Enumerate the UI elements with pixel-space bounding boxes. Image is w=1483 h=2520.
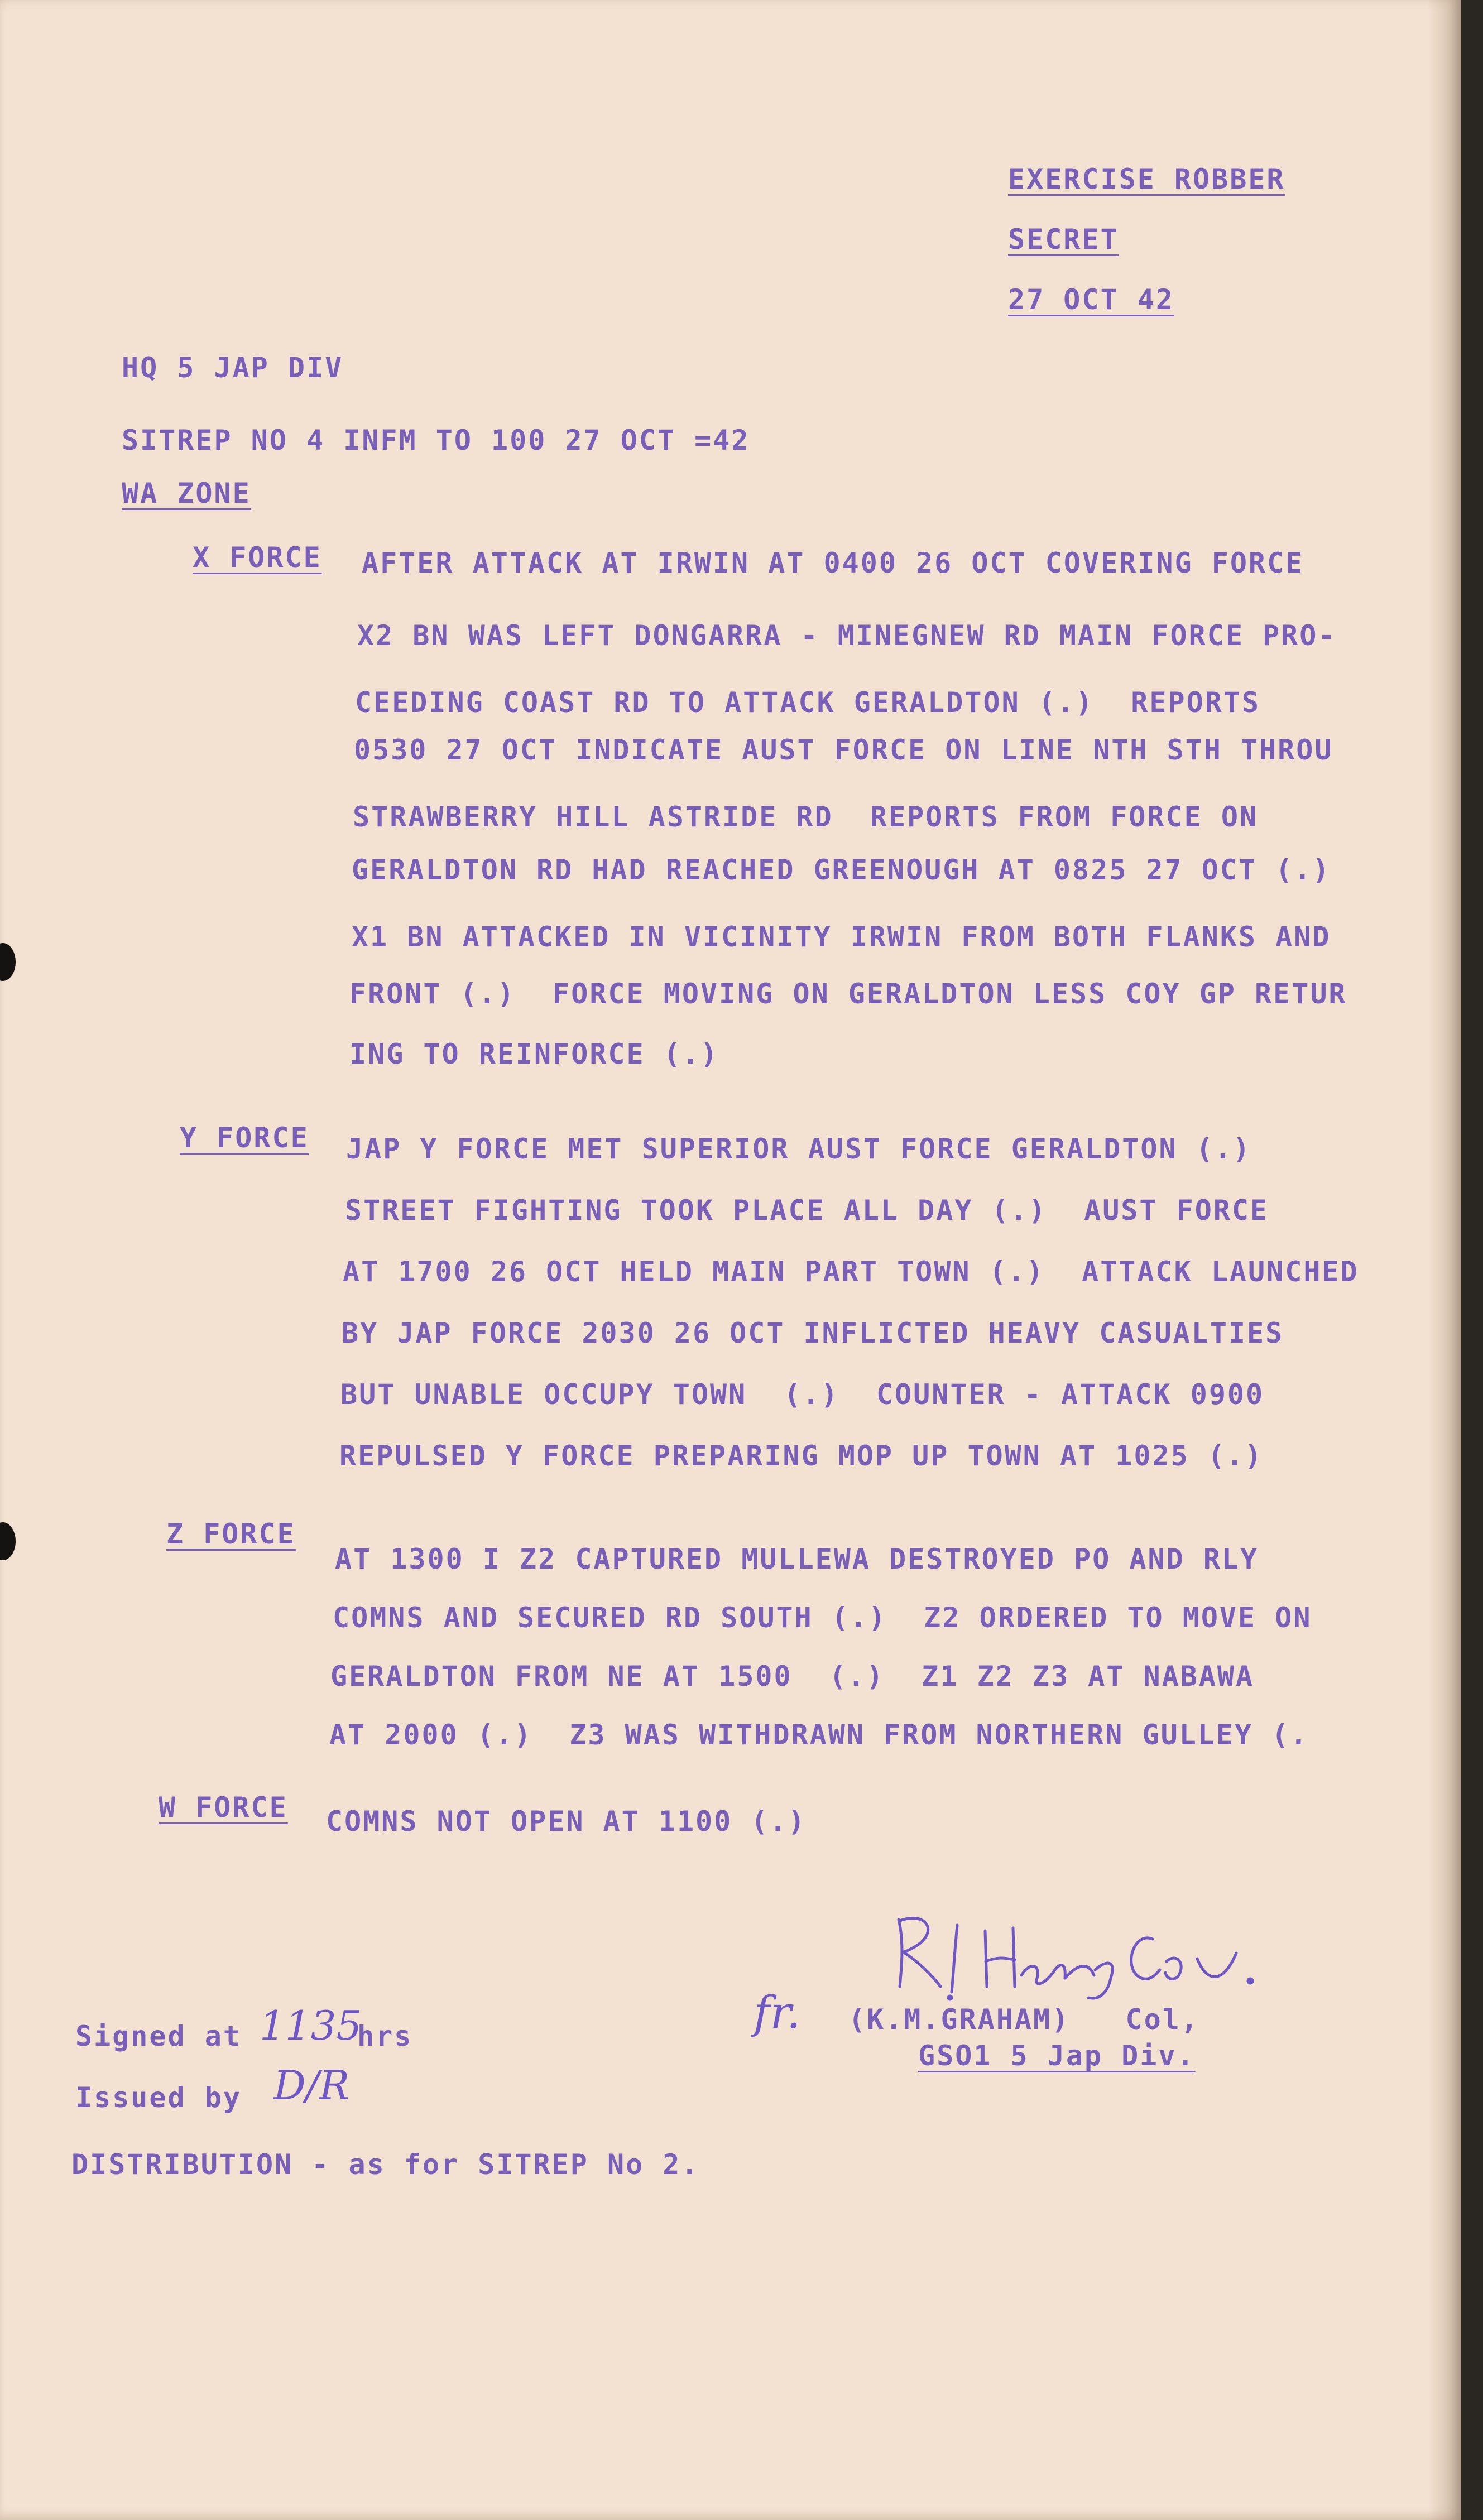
punch-hole [0, 1522, 16, 1560]
issued-by-label: Issued by [75, 2081, 242, 2114]
signatory-appointment: GSO1 5 Jap Div. [918, 2040, 1196, 2072]
section-line: AT 1700 26 OCT HELD MAIN PART TOWN (.) ATTACK LAUNCHED [343, 1256, 1359, 1288]
handwritten-signature [887, 1908, 1267, 2003]
section-label-y-force: Y FORCE [180, 1122, 309, 1154]
section-line: AT 1300 I Z2 CAPTURED MULLEWA DESTROYED PO AND RLY [335, 1543, 1259, 1575]
section-line: CEEDING COAST RD TO ATTACK GERALDTON (.) REPORTS [355, 686, 1261, 719]
section-line: AT 2000 (.) Z3 WAS WITHDRAWN FROM NORTHERN GULLEY (. [329, 1719, 1309, 1751]
signed-at-label: Signed at [75, 2020, 242, 2052]
headquarters: HQ 5 JAP DIV [122, 352, 344, 384]
section-line: FRONT (.) FORCE MOVING ON GERALDTON LESS COY GP RETUR [349, 978, 1347, 1010]
page-edge-shadow [1428, 0, 1461, 2520]
document-date: 27 OCT 42 [1008, 283, 1174, 316]
section-label-w-force: W FORCE [159, 1791, 288, 1824]
section-line: X2 BN WAS LEFT DONGARRA - MINEGNEW RD MAIN FORCE PRO- [357, 619, 1337, 652]
signatory-name: (K.M.GRAHAM) Col, [848, 2003, 1199, 2036]
section-line: JAP Y FORCE MET SUPERIOR AUST FORCE GERALDTON (.) [346, 1133, 1252, 1165]
section-line: AFTER ATTACK AT IRWIN AT 0400 26 OCT COVERING FORCE [362, 547, 1304, 579]
section-label-x-force: X FORCE [193, 541, 322, 574]
section-label-z-force: Z FORCE [166, 1518, 296, 1550]
section-line: BY JAP FORCE 2030 26 OCT INFLICTED HEAVY CASUALTIES [342, 1317, 1284, 1349]
distribution-note: DISTRIBUTION - as for SITREP No 2. [71, 2148, 700, 2181]
section-line: ING TO REINFORCE (.) [349, 1038, 719, 1070]
classification: SECRET [1008, 223, 1119, 256]
exercise-title: EXERCISE ROBBER [1008, 163, 1285, 195]
section-line: GERALDTON RD HAD REACHED GREENOUGH AT 0825 27 OCT (.) [352, 854, 1331, 886]
zone-heading: WA ZONE [122, 477, 251, 509]
punch-hole [0, 943, 16, 981]
sitrep-reference: SITREP NO 4 INFM TO 100 27 OCT =42 [122, 424, 750, 456]
signed-unit: hrs [357, 2020, 413, 2052]
pp-mark: fr. [754, 1987, 801, 2038]
section-line: REPULSED Y FORCE PREPARING MOP UP TOWN AT 1025 (.) [339, 1440, 1264, 1472]
section-line: 0530 27 OCT INDICATE AUST FORCE ON LINE NTH STH THROU [354, 734, 1333, 766]
section-line: COMNS AND SECURED RD SOUTH (.) Z2 ORDERED TO MOVE ON [333, 1602, 1312, 1634]
section-line: BUT UNABLE OCCUPY TOWN (.) COUNTER - ATTACK 0900 [340, 1378, 1265, 1411]
section-line: X1 BN ATTACKED IN VICINITY IRWIN FROM BOTH FLANKS AND [352, 921, 1331, 953]
section-line: COMNS NOT OPEN AT 1100 (.) [326, 1805, 807, 1838]
signed-time: 1135 [260, 2002, 362, 2049]
section-line: STREET FIGHTING TOOK PLACE ALL DAY (.) AUST FORCE [345, 1194, 1269, 1227]
section-line: STRAWBERRY HILL ASTRIDE RD REPORTS FROM FORCE ON [353, 801, 1259, 833]
section-line: GERALDTON FROM NE AT 1500 (.) Z1 Z2 Z3 AT NABAWA [330, 1660, 1255, 1692]
issued-by-initials: D/R [273, 2062, 350, 2109]
